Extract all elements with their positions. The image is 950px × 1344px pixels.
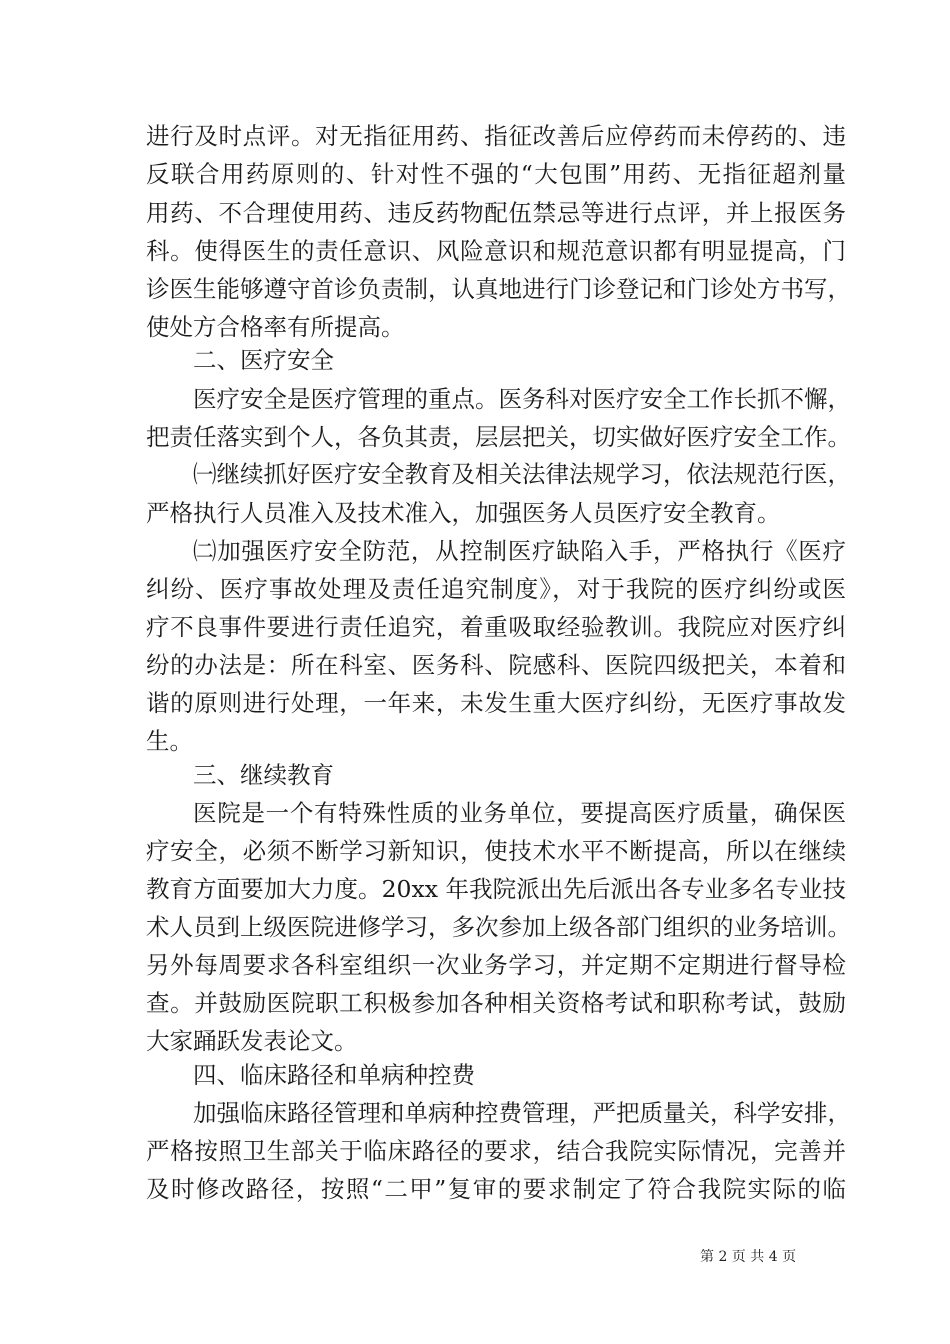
text-line: 严格执行人员准入及技术准入，加强医务人员医疗安全教育。	[146, 499, 781, 527]
text-line: 及时修改路径，按照“二甲”复审的要求制定了符合我院实际的临	[146, 1175, 846, 1203]
text-line: 谐的原则进行处理，一年来，未发生重大医疗纠纷，无医疗事故发	[146, 689, 846, 717]
text-line: 疗安全，必须不断学习新知识，使技术水平不断提高，所以在继续	[146, 837, 846, 865]
text-line: 诊医生能够遵守首诊负责制，认真地进行门诊登记和门诊处方书写，	[146, 275, 851, 303]
text-line: 进行及时点评。对无指征用药、指征改善后应停药而未停药的、违	[146, 122, 846, 150]
text-line: 疗不良事件要进行责任追究，着重吸取经验教训。我院应对医疗纠	[146, 613, 846, 641]
text-line: 另外每周要求各科室组织一次业务学习，并定期不定期进行督导检	[146, 951, 846, 979]
text-line: 教育方面要加大力度。20xx 年我院派出先后派出各专业多名专业技	[146, 875, 846, 903]
text-line: 医院是一个有特殊性质的业务单位，要提高医疗质量，确保医	[193, 799, 846, 827]
text-line: ㈡加强医疗安全防范，从控制医疗缺陷入手，严格执行《医疗	[193, 537, 846, 565]
text-line: 反联合用药原则的、针对性不强的“大包围”用药、无指征超剂量	[146, 160, 846, 188]
text-line: 大家踊跃发表论文。	[146, 1027, 358, 1055]
text-line: 严格按照卫生部关于临床路径的要求，结合我院实际情况，完善并	[146, 1137, 846, 1165]
text-line: 使处方合格率有所提高。	[146, 313, 405, 341]
text-line: ㈠继续抓好医疗安全教育及相关法律法规学习，依法规范行医，	[193, 460, 851, 488]
text-line: 术人员到上级医院进修学习，多次参加上级各部门组织的业务培训。	[146, 913, 851, 941]
text-line: 纷的办法是：所在科室、医务科、院感科、医院四级把关，本着和	[146, 651, 846, 679]
text-line: 纠纷、医疗事故处理及责任追究制度》，对于我院的医疗纠纷或医	[146, 575, 846, 603]
text-line: 把责任落实到个人，各负其责，层层把关，切实做好医疗安全工作。	[146, 423, 851, 451]
page-number: 第 2 页 共 4 页	[700, 1249, 797, 1265]
text-line: 科。使得医生的责任意识、风险意识和规范意识都有明显提高，门	[146, 237, 846, 265]
text-line: 医疗安全是医疗管理的重点。医务科对医疗安全工作长抓不懈，	[193, 385, 851, 413]
section-heading: 四、临床路径和单病种控费	[193, 1061, 475, 1089]
section-heading: 三、继续教育	[193, 761, 334, 789]
text-line: 查。并鼓励医院职工积极参加各种相关资格考试和职称考试，鼓励	[146, 989, 846, 1017]
text-line: 生。	[146, 727, 193, 755]
text-line: 加强临床路径管理和单病种控费管理，严把质量关，科学安排，	[193, 1099, 851, 1127]
text-line: 用药、不合理使用药、违反药物配伍禁忌等进行点评，并上报医务	[146, 199, 846, 227]
section-heading: 二、医疗安全	[193, 346, 334, 374]
